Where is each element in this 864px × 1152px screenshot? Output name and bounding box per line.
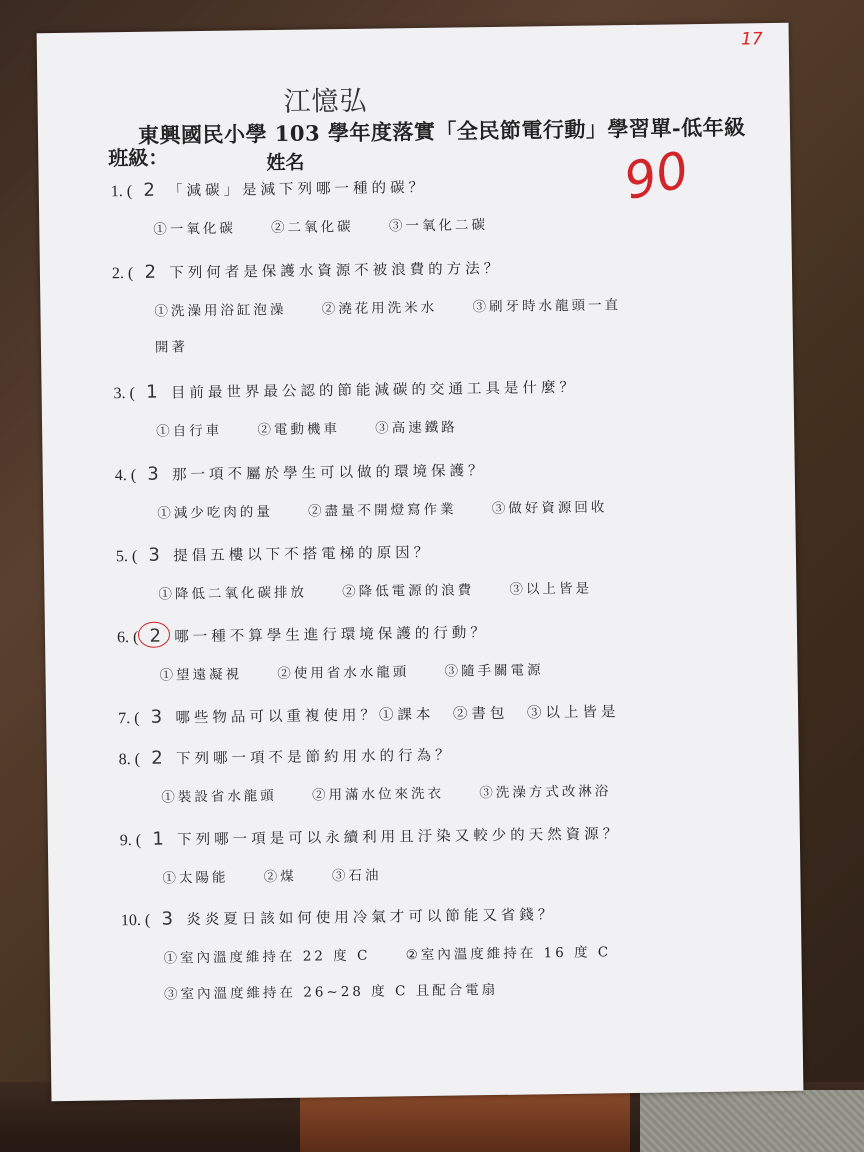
option: ③石油 <box>331 867 382 885</box>
question-5 <box>116 538 620 603</box>
option: ①裝設省水龍頭 <box>161 788 277 806</box>
question-text: 哪一種不算學生進行環境保護的行動？ <box>174 625 489 646</box>
option: ②室內溫度維持在 16 度 C <box>405 944 612 964</box>
class-label: 班級： <box>108 145 169 171</box>
option: ③一氧化二碳 <box>388 217 489 235</box>
question-text: 下列哪一項不是節約用水的行為？ <box>175 747 454 768</box>
option: ①減少吃肉的量 <box>157 504 273 522</box>
question-number: 5. ( <box>115 547 138 566</box>
question-number: 3. ( <box>113 384 136 403</box>
question-text: 「減碳」是減下列哪一種的碳？ <box>168 179 428 200</box>
answer-handwritten: 3 <box>147 463 159 485</box>
option: ①望遠凝視 <box>159 666 243 684</box>
option: ②盡量不開燈寫作業 <box>307 501 457 520</box>
option: ①室內溫度維持在 22 度 C <box>163 947 371 967</box>
option: ③做好資源回收 <box>491 499 608 517</box>
option: ②電動機車 <box>257 421 341 439</box>
option: ②澆花用洗米水 <box>321 299 438 318</box>
option-continued: ③室內溫度維持在 26~28 度 C 且配合電扇 <box>163 981 499 1003</box>
option: ②使用省水水龍頭 <box>277 664 410 683</box>
question-6 <box>117 620 572 684</box>
options <box>116 576 620 603</box>
question-text: 提倡五樓以下不搭電梯的原因？ <box>173 544 433 565</box>
question-text: 炎炎夏日該如何使用冷氣才可以節能又省錢？ <box>186 907 557 929</box>
floor <box>640 1090 864 1152</box>
name-label: 姓名 <box>266 151 305 175</box>
question-1 <box>111 175 516 239</box>
question-text: 下列哪一項是可以永續利用且汙染又較少的天然資源？ <box>177 826 622 849</box>
question-3 <box>113 376 578 440</box>
answer-handwritten: 2 <box>151 747 163 769</box>
option: ②降低電源的浪費 <box>342 582 475 601</box>
question-text: 下列何者是保護水資源不被浪費的方法？ <box>169 260 503 282</box>
option: ①降低二氧化碳排放 <box>158 584 308 603</box>
score-handwritten: 90 <box>618 140 694 211</box>
question-number: 1. ( <box>110 182 133 201</box>
option: ③隨手關電源 <box>444 662 544 680</box>
options <box>120 860 622 887</box>
options <box>111 213 516 239</box>
question-9 <box>120 822 622 887</box>
question-7 <box>118 700 620 728</box>
option: ③刷牙時水龍頭一直 <box>472 297 622 316</box>
option: ③高速鐵路 <box>375 419 458 437</box>
option-continued: 開著 <box>154 339 189 356</box>
option: ①一氧化碳 <box>153 220 236 238</box>
answer-handwritten: 1 <box>152 828 165 850</box>
options <box>119 779 639 806</box>
question-10 <box>121 902 640 1003</box>
question-number: 10. ( <box>120 911 151 930</box>
question-8 <box>119 741 640 806</box>
answer-handwritten: 1 <box>146 381 158 403</box>
option: ②二氧化碳 <box>271 218 354 237</box>
worksheet-title: 東興國民小學 103 學年度落實「全民節電行動」學習單-低年級 <box>137 114 746 148</box>
question-number: 6. ( <box>116 628 139 647</box>
option: ③洗澡方式改淋浴 <box>479 783 612 802</box>
answer-handwritten: 3 <box>161 908 174 930</box>
option: ①太陽能 <box>162 869 229 887</box>
page-number: 17 <box>740 29 763 50</box>
question-number: 7. ( <box>118 709 140 728</box>
question-text: 哪些物品可以重複使用？①課本 ②書包 ③以上皆是 <box>175 704 620 727</box>
question-number: 9. ( <box>119 831 142 850</box>
question-text: 目前最世界最公認的節能減碳的交通工具是什麼？ <box>170 379 579 402</box>
option: ①洗澡用浴缸泡澡 <box>154 301 287 320</box>
question-text: 那一項不屬於學生可以做的環境保護？ <box>171 463 487 484</box>
option: ①自行車 <box>156 422 223 440</box>
chair <box>300 1090 630 1152</box>
answer-handwritten: 3 <box>150 706 163 728</box>
option: ③以上皆是 <box>509 580 593 598</box>
question-number: 4. ( <box>114 466 137 485</box>
question-2 <box>112 255 650 356</box>
answer-handwritten: 2 <box>144 261 157 283</box>
options <box>117 658 571 684</box>
options <box>115 495 635 522</box>
question-number: 2. ( <box>111 264 134 283</box>
option: ②用滿水位來洗衣 <box>311 785 445 804</box>
answer-handwritten: 2 <box>142 626 168 647</box>
options <box>112 293 649 320</box>
answer-handwritten: 2 <box>143 179 155 201</box>
answer-handwritten: 3 <box>148 544 161 566</box>
options <box>114 414 579 440</box>
question-number: 8. ( <box>118 750 141 769</box>
question-4 <box>115 457 636 522</box>
worksheet-paper <box>37 23 804 1101</box>
option: ②煤 <box>263 868 297 886</box>
options <box>121 940 639 967</box>
student-name-handwritten: 江憶弘 <box>283 85 368 118</box>
